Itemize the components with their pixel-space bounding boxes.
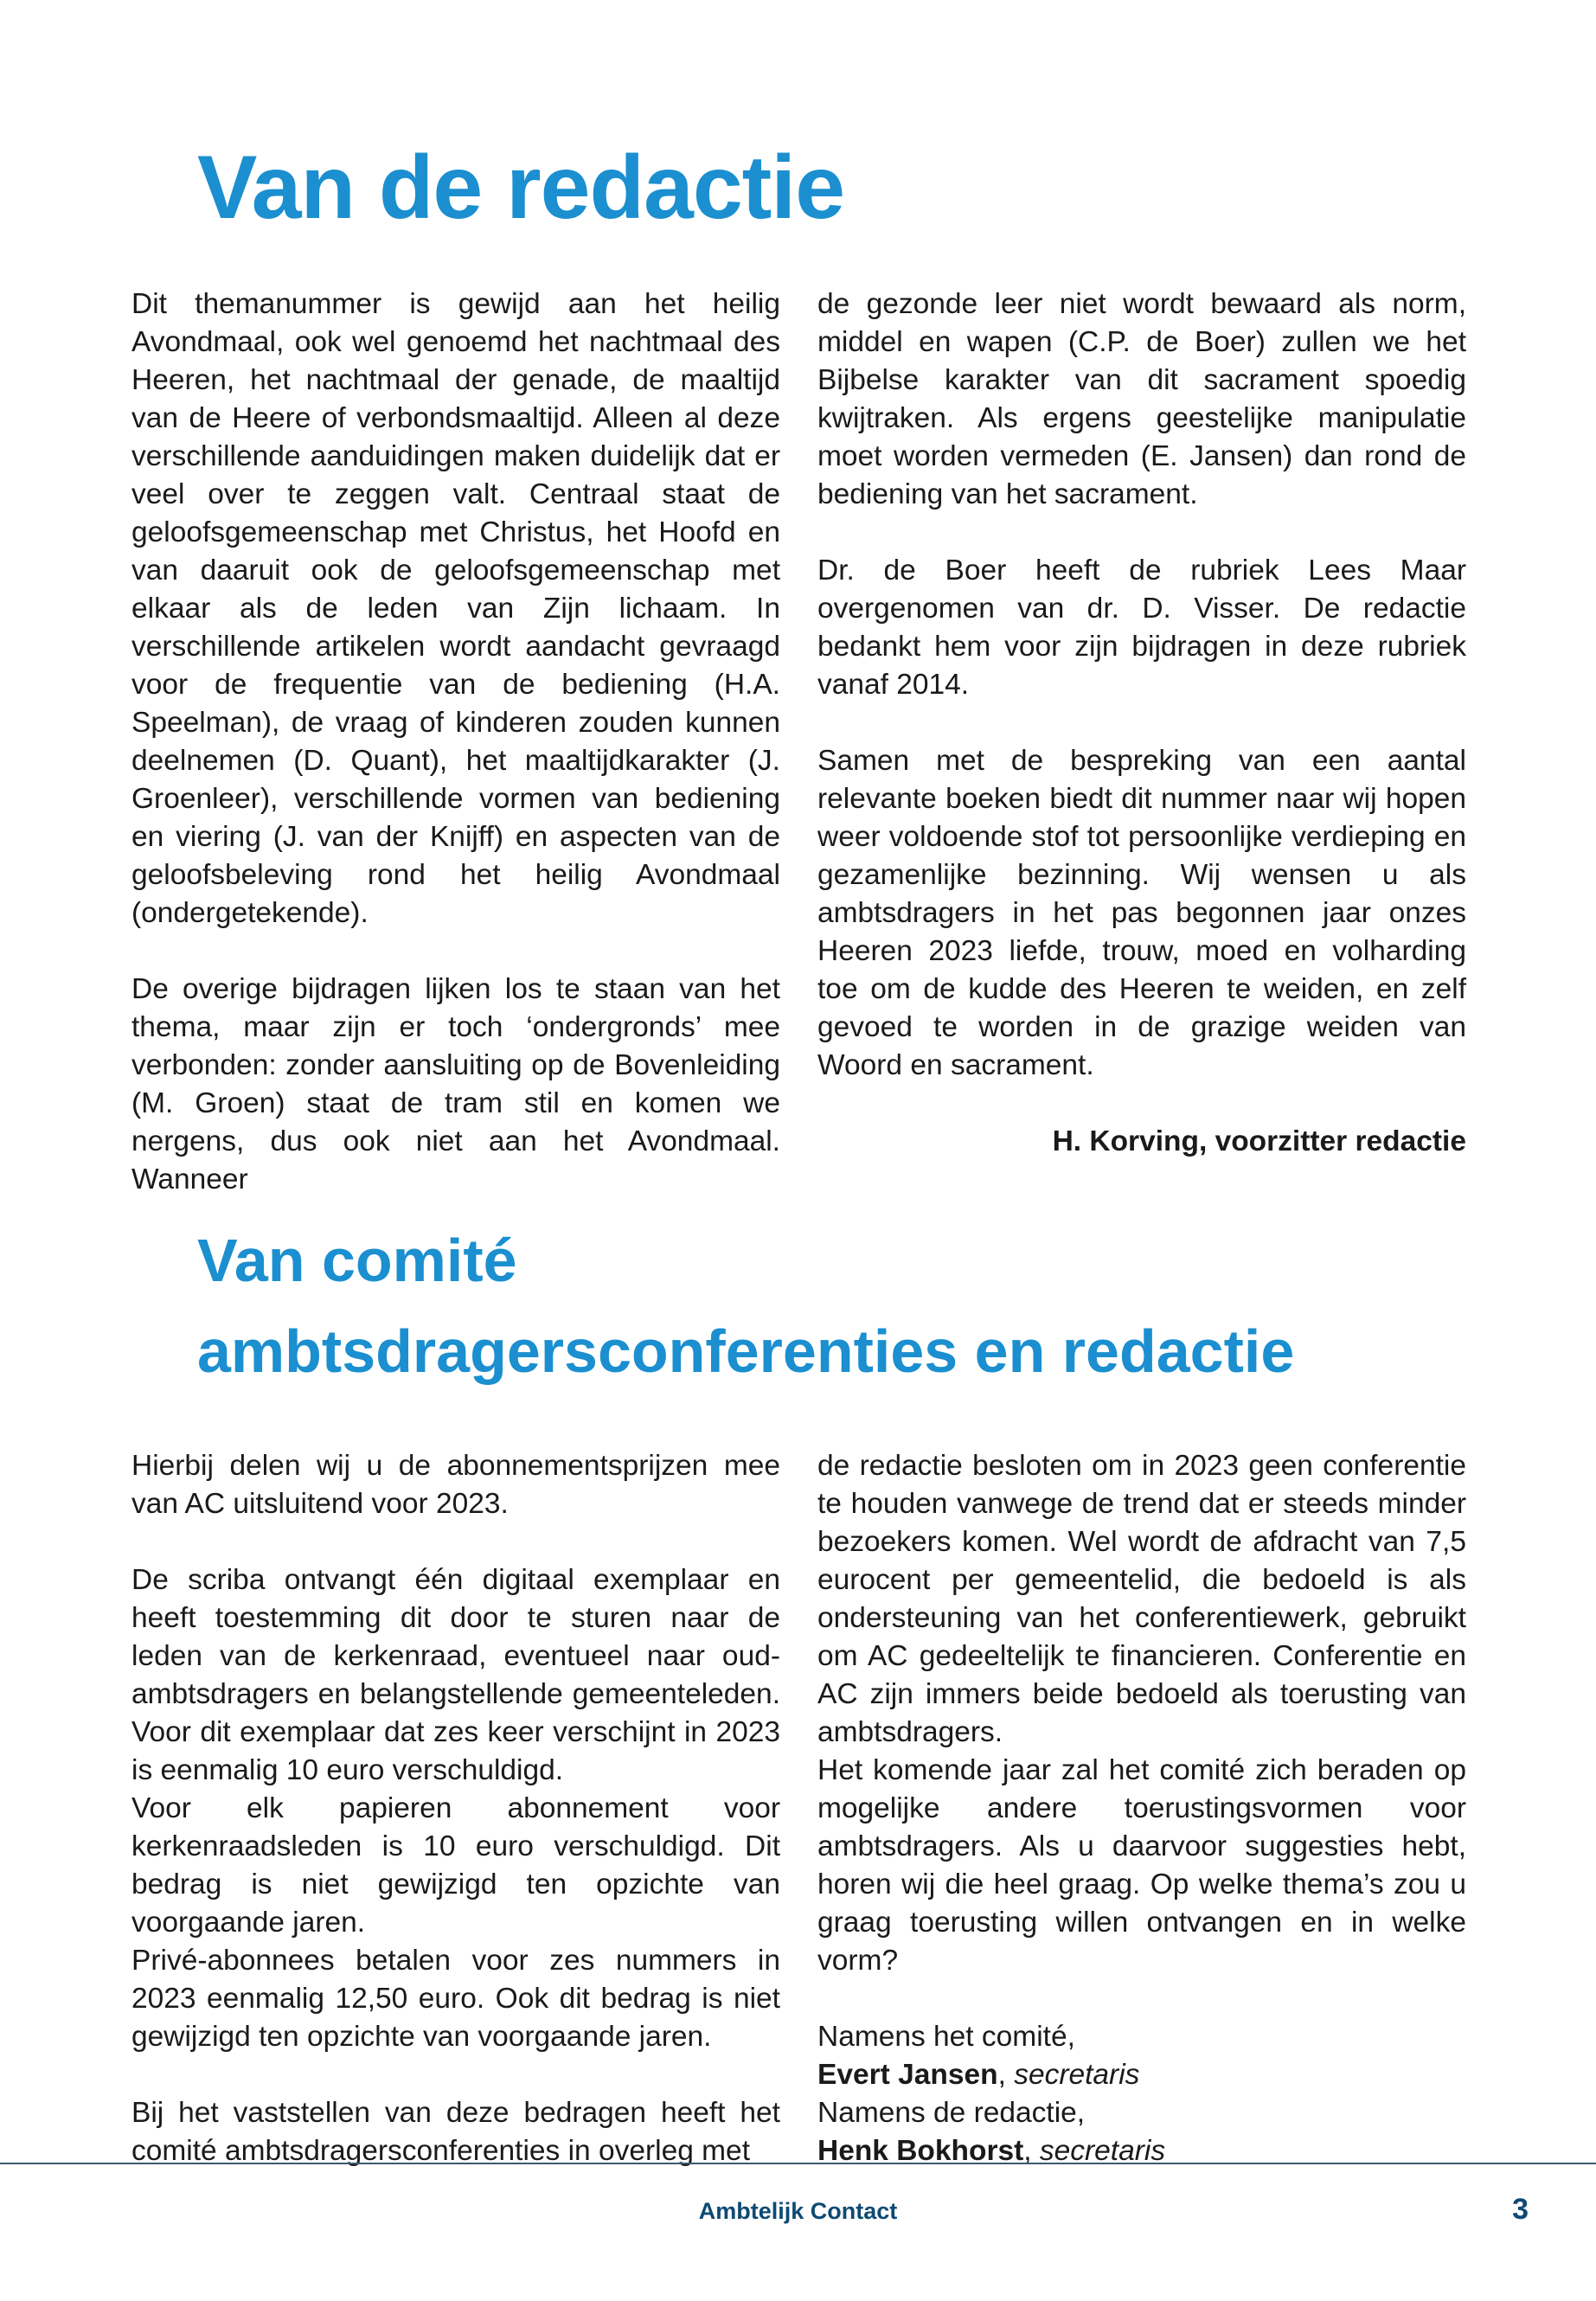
comite-left-column bbox=[131, 1447, 780, 2170]
paragraph: Het komende jaar zal het comité zich beraden op mogelijke andere toerustingsvormen voor ambtsdragers. Als u daarvoor suggesties hebt, horen wij die heel graag. Op welke thema’s zou u graag toerusting willen ontvangen en in welke vorm? bbox=[817, 1754, 1466, 1977]
redactie-left-column bbox=[131, 285, 780, 1199]
signature-role: secretaris bbox=[1014, 2059, 1140, 2091]
signature-name: Evert Jansen bbox=[817, 2059, 998, 2091]
paragraph: Dr. de Boer heeft de rubriek Lees Maar overgenomen van dr. D. Visser. De redactie bedankt hem voor zijn bijdragen in deze rubriek vanaf 2014. bbox=[817, 554, 1466, 701]
paragraph: Dit themanummer is gewijd aan het heilig Avondmaal, ook wel genoemd het nachtmaal des Heeren, het nachtmaal der genade, de maaltijd van de Heere of verbondsmaaltijd. Alleen al deze verschillende aanduidingen maken duidelijk dat er veel over te zeggen valt. Centraal staat de geloofsgemeenschap met Christus, het Hoofd en van daaruit ook de geloofsgemeenschap met elkaar als de leden van Zijn lichaam. In verschillende artikelen wordt aandacht gevraagd voor de frequentie van de bediening (H.A. Speelman), de vraag of kinderen zouden kunnen deelnemen (D. Quant), het maaltijdkarakter (J. Groenleer), verschillende vormen van bediening en viering (J. van der Knijff) en aspecten van de geloofsbeleving rond het heilig Avondmaal (ondergetekende). bbox=[131, 288, 780, 929]
signature-label: Namens de redactie, bbox=[817, 2097, 1086, 2129]
section-title-redactie: Van de redactie bbox=[197, 138, 845, 238]
signature-line: Henk Bokhorst, secretaris bbox=[817, 2135, 1166, 2167]
paragraph: Privé-abonnees betalen voor zes nummers in 2023 eenmalig 12,50 euro. Ook dit bedrag is niet gewijzigd ten opzichte van voorgaande jaren. bbox=[131, 1945, 780, 2053]
paragraph: de gezonde leer niet wordt bewaard als norm, middel en wapen (C.P. de Boer) zullen we het Bijbelse karakter van dit sacrament spoedig kwijtraken. Als ergens geestelijke manipulatie moet worden vermeden (E. Jansen) dan rond de bediening van het sacrament. bbox=[817, 288, 1466, 510]
signature: H. Korving, voorzitter redactie bbox=[1052, 1125, 1466, 1157]
paragraph: De scriba ontvangt één digitaal exemplaar en heeft toestemming dit door te sturen naar de leden van de kerkenraad, eventueel naar oud-ambtsdragers en belangstellende gemeenteleden. Voor dit exemplaar dat zes keer verschijnt in 2023 is eenmalig 10 euro verschuldigd. bbox=[131, 1564, 780, 1786]
paragraph: Samen met de bespreking van een aantal relevante boeken biedt dit nummer naar wij hopen weer voldoende stof tot persoonlijke verdieping en gezamenlijke bezinning. Wij wensen u als ambtsdragers in het pas begonnen jaar onzes Heeren 2023 liefde, trouw, moed en volharding toe om de kudde des Heeren te weiden, en zelf gevoed te worden in de grazige weiden van Woord en sacrament. bbox=[817, 745, 1466, 1081]
paragraph: Voor elk papieren abonnement voor kerkenraadsleden is 10 euro verschuldigd. Dit bedrag is niet gewijzigd ten opzichte van voorgaande jaren. bbox=[131, 1792, 780, 1939]
footer-magazine-title: Ambtelijk Contact bbox=[698, 2198, 898, 2224]
paragraph: Hierbij delen wij u de abonnementsprijzen mee van AC uitsluitend voor 2023. bbox=[131, 1450, 780, 1520]
title-line: Van comité bbox=[197, 1227, 517, 1294]
title-line: ambtsdragersconferenties en redactie bbox=[197, 1317, 1295, 1385]
page-number: 3 bbox=[1512, 2193, 1529, 2226]
section-title-comite bbox=[197, 1215, 1294, 1397]
footer-divider bbox=[0, 2163, 1596, 2164]
signature-line: Evert Jansen, secretaris bbox=[817, 2059, 1140, 2091]
paragraph: de redactie besloten om in 2023 geen conferentie te houden vanwege de trend dat er steeds minder bezoekers komen. Wel wordt de afdracht van 7,5 eurocent per gemeentelid, die bedoeld is als ondersteuning van het conferentiewerk, gebruikt om AC gedeeltelijk te financieren. Conferentie en AC zijn immers beide bedoeld als toerusting van ambtsdragers. bbox=[817, 1450, 1466, 1748]
signature-label: Namens het comité, bbox=[817, 2021, 1075, 2053]
paragraph: Bij het vaststellen van deze bedragen heeft het comité ambtsdragersconferenties in overleg met bbox=[131, 2097, 780, 2167]
signature-role: secretaris bbox=[1039, 2135, 1166, 2167]
signature-name: Henk Bokhorst bbox=[817, 2135, 1024, 2167]
paragraph: De overige bijdragen lijken los te staan van het thema, maar zijn er toch ‘ondergronds’ mee verbonden: zonder aansluiting op de Bovenleiding (M. Groen) staat de tram stil en komen we nergens, dus ook niet aan het Avondmaal. Wanneer bbox=[131, 973, 780, 1195]
comite-right-column bbox=[817, 1447, 1466, 2170]
redactie-right-column bbox=[817, 285, 1466, 1161]
signature-block bbox=[817, 2018, 1466, 2170]
